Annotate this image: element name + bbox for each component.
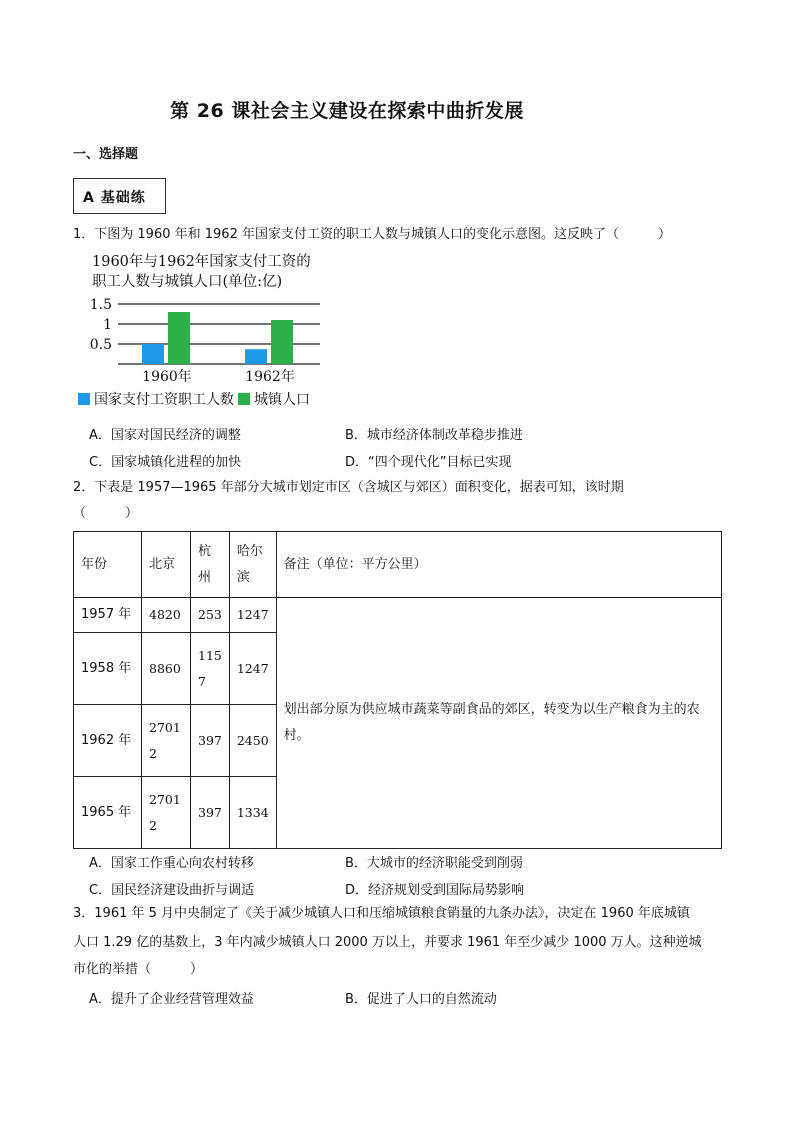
q2-option-d[interactable]: D．经济规划受到国际局势影响 bbox=[345, 883, 525, 898]
page-title: 第 26 课社会主义建设在探索中曲折发展 bbox=[170, 100, 524, 122]
cell-hangzhou: 397 bbox=[191, 705, 230, 777]
chart-title-line-2: 职工人数与城镇人口(单位:亿) bbox=[92, 274, 283, 290]
legend-label: 城镇人口 bbox=[254, 392, 310, 408]
table-header-row bbox=[74, 532, 722, 598]
cell-beijing: 27012 bbox=[142, 777, 191, 849]
question-3-line-1: 3．1961 年 5 月中央制定了《关于减少城镇人口和压缩城镇粮食销量的九条办法》，决定在 1960 年底城镇 bbox=[73, 906, 690, 921]
q2-option-b[interactable]: B．大城市的经济职能受到削弱 bbox=[345, 856, 523, 871]
cell-harbin: 2450 bbox=[229, 705, 276, 777]
q1-option-a[interactable]: A．国家对国民经济的调整 bbox=[89, 428, 241, 443]
cell-year: 1958 年 bbox=[74, 633, 142, 705]
cell-beijing: 8860 bbox=[142, 633, 191, 705]
legend-swatch bbox=[78, 393, 90, 405]
x-tick-label: 1960年 bbox=[142, 369, 192, 385]
cell-beijing: 27012 bbox=[142, 705, 191, 777]
cell-beijing: 4820 bbox=[142, 598, 191, 633]
x-tick-label: 1962年 bbox=[245, 369, 295, 385]
q2-option-c[interactable]: C．国民经济建设曲折与调适 bbox=[89, 883, 255, 898]
bar-workers-2 bbox=[245, 349, 267, 364]
q1-option-c[interactable]: C．国家城镇化进程的加快 bbox=[89, 455, 242, 470]
q1-option-b[interactable]: B．城市经济体制改革稳步推进 bbox=[345, 428, 523, 443]
header-beijing: 北京 bbox=[142, 532, 191, 598]
cell-note: 划出部分原为供应城市蔬菜等副食品的郊区，转变为以生产粮食为主的农村。 bbox=[276, 598, 721, 849]
level-label-box: A 基础练 bbox=[73, 178, 166, 214]
cell-harbin: 1334 bbox=[229, 777, 276, 849]
question-3-line-3: 市化的举措（ ） bbox=[73, 962, 204, 977]
bar-workers-1 bbox=[142, 344, 164, 364]
chart-title bbox=[92, 252, 311, 292]
cell-year: 1962 年 bbox=[74, 705, 142, 777]
y-tick-label: 0.5 bbox=[89, 337, 112, 353]
cell-year: 1965 年 bbox=[74, 777, 142, 849]
section-heading: 一、选择题 bbox=[73, 147, 139, 162]
cell-hangzhou: 397 bbox=[191, 777, 230, 849]
q3-option-b[interactable]: B．促进了人口的自然流动 bbox=[345, 992, 497, 1007]
header-hangzhou: 杭州 bbox=[191, 532, 230, 598]
table-row bbox=[74, 598, 722, 633]
question-2-blank: （ ） bbox=[73, 506, 139, 521]
q3-option-a[interactable]: A．提升了企业经营管理效益 bbox=[89, 992, 254, 1007]
bar-chart bbox=[72, 290, 362, 420]
bar-urban-2 bbox=[271, 320, 293, 364]
chart-title-line-1: 1960年与1962年国家支付工资的 bbox=[92, 254, 311, 270]
cell-harbin: 1247 bbox=[229, 598, 276, 633]
header-note: 备注（单位：平方公里） bbox=[276, 532, 721, 598]
question-3-line-2: 人口 1.29 亿的基数上，3 年内减少城镇人口 2000 万以上，并要求 1961 年至少减少 1000 万人。这种逆城 bbox=[73, 935, 702, 950]
cell-hangzhou: 253 bbox=[191, 598, 230, 633]
legend-label: 国家支付工资职工人数 bbox=[94, 392, 234, 408]
header-harbin: 哈尔滨 bbox=[229, 532, 276, 598]
bar-urban-1 bbox=[168, 312, 190, 364]
y-tick-label: 1.5 bbox=[89, 297, 112, 313]
cell-year: 1957 年 bbox=[74, 598, 142, 633]
question-2-stem: 2．下表是 1957—1965 年部分大城市划定市区（含城区与郊区）面积变化，据表可知，该时期 bbox=[73, 480, 624, 495]
question-1-stem: 1．下图为 1960 年和 1962 年国家支付工资的职工人数与城镇人口的变化示意图。这反映了（ ） bbox=[73, 227, 671, 242]
legend-swatch bbox=[238, 393, 250, 405]
header-year: 年份 bbox=[74, 532, 142, 598]
area-table bbox=[73, 531, 722, 849]
cell-harbin: 1247 bbox=[229, 633, 276, 705]
cell-hangzhou: 1157 bbox=[191, 633, 230, 705]
q2-option-a[interactable]: A．国家工作重心向农村转移 bbox=[89, 856, 254, 871]
q1-option-d[interactable]: D．“四个现代化”目标已实现 bbox=[345, 455, 512, 470]
y-tick-label: 1 bbox=[103, 317, 112, 333]
